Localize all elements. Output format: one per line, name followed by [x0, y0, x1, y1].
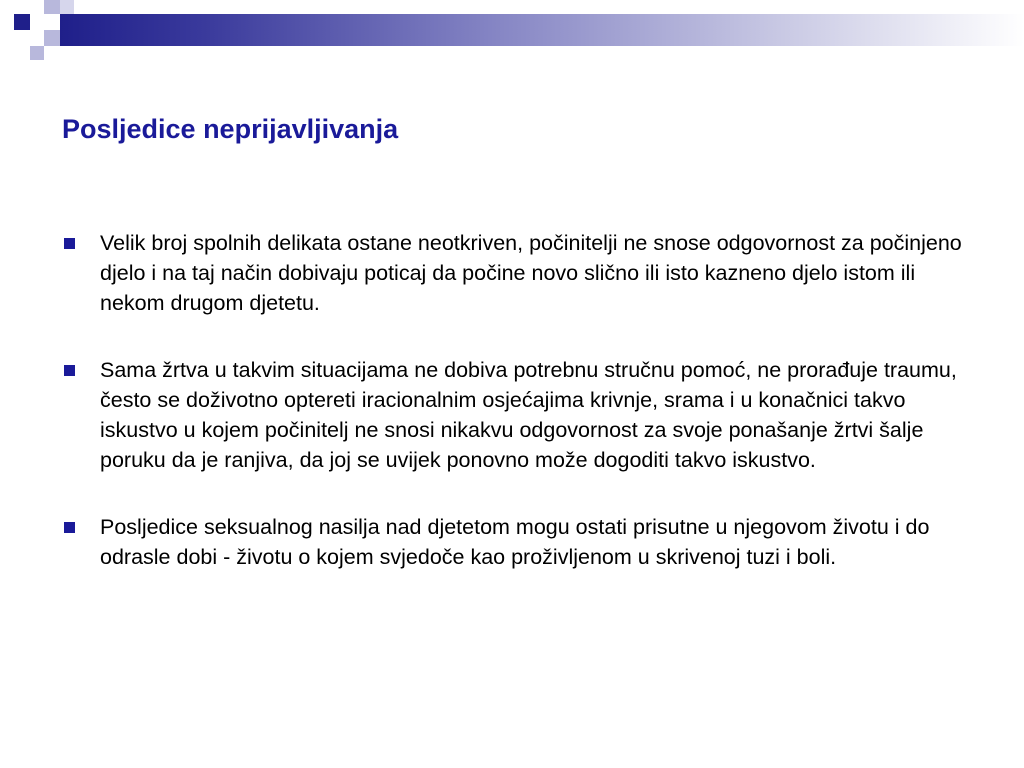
slide-title: Posljedice neprijavljivanja — [62, 114, 399, 144]
bullet-item — [62, 512, 982, 572]
square-bullet-icon — [64, 522, 75, 533]
deco-square-light — [30, 46, 44, 60]
square-bullet-icon — [64, 238, 75, 249]
bullet-text: Posljedice seksualnog nasilja nad djetetom mogu ostati prisutne u njegovom životu i do odrasle dobi - životu o kojem svjedoče kao proživljenom u skrivenoj tuzi i boli. — [100, 515, 930, 569]
bullet-text: Sama žrtva u takvim situacijama ne dobiva potrebnu stručnu pomoć, ne prorađuje traumu, često se doživotno optereti iracionalnim osjećajima krivnje, srama i u konačnici takvo iskustvo u kojem počinitelj ne snosi nikakvu odgovornost za svoje ponašanje žrtvi šalje poruku da je ranjiva, da joj se uvijek ponovno može dogoditi takvo iskustvo. — [100, 358, 957, 472]
square-bullet-icon — [64, 365, 75, 376]
deco-square-mid — [60, 0, 74, 14]
bullet-item — [62, 228, 982, 318]
deco-square-light — [44, 0, 60, 14]
deco-square-light — [44, 30, 60, 46]
bullet-text: Velik broj spolnih delikata ostane neotkriven, počinitelji ne snose odgovornost za počinjeno djelo i na taj način dobivaju poticaj da počine novo slično ili isto kazneno djelo istom ili nekom drugom djetetu. — [100, 231, 962, 315]
deco-square-navy — [14, 14, 30, 30]
header-gradient-bar — [60, 14, 1024, 46]
bullet-list — [62, 228, 982, 609]
bullet-item — [62, 355, 982, 475]
